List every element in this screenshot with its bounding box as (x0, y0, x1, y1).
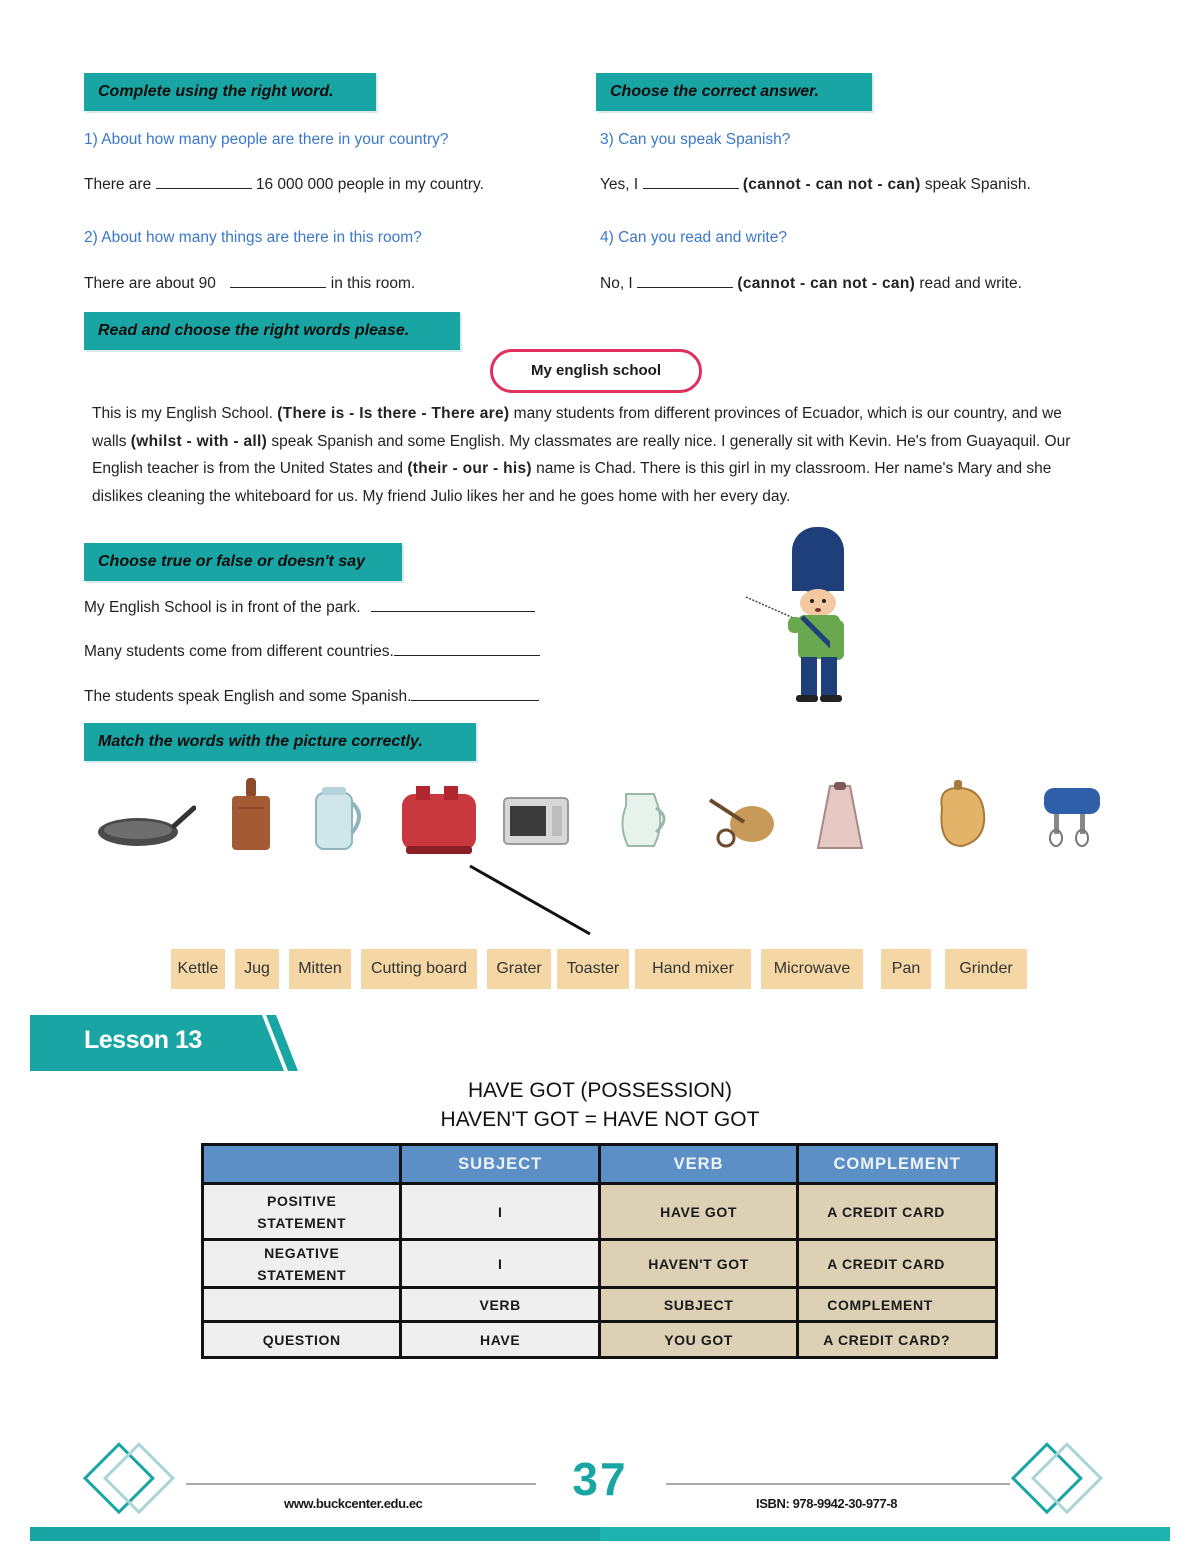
header-true-false: Choose true or false or doesn't say (84, 543, 402, 581)
table-header-empty (203, 1145, 401, 1184)
table-row (203, 1322, 997, 1358)
cell-subject: I (401, 1240, 599, 1288)
reading-options-3: (their - our - his) (407, 460, 532, 477)
example-match-line (466, 860, 596, 940)
statement-3 (84, 686, 539, 706)
statement-3-blank[interactable] (411, 686, 539, 701)
answer-2-blank[interactable] (230, 273, 326, 288)
answer-1 (84, 174, 484, 194)
statement-2 (84, 641, 540, 661)
reading-passage (92, 400, 1092, 510)
header-complete: Complete using the right word. (84, 73, 376, 111)
lesson-label: Lesson 13 (84, 1026, 202, 1054)
answer-4-pre: No, I (600, 275, 633, 292)
row-label-question: QUESTION (203, 1322, 401, 1358)
reading-text-2: many students from different provinces of Ecuador, which is our country, and we walls (92, 405, 1062, 450)
answer-1-post: 16 000 000 people in my country. (255, 176, 484, 193)
statement-2-blank[interactable] (394, 641, 540, 656)
word-mitten[interactable]: Mitten (289, 949, 351, 989)
cell-subject: I (401, 1184, 599, 1240)
footer-bar-right (600, 1527, 1170, 1541)
hand-mixer-icon (1036, 780, 1104, 848)
header-match: Match the words with the picture correctly. (84, 723, 476, 761)
answer-4-post: read and write. (919, 275, 1022, 292)
mitten-icon (928, 778, 994, 852)
grammar-title-1: HAVE GOT (POSSESSION) (467, 1079, 733, 1102)
answer-2 (84, 273, 415, 293)
question-1: 1) About how many people are there in your country? (84, 131, 449, 148)
reading-options-1: (There is - Is there - There are) (277, 405, 510, 422)
word-grater[interactable]: Grater (487, 949, 551, 989)
word-microwave[interactable]: Microwave (761, 949, 863, 989)
grammar-table (201, 1143, 998, 1359)
cell-complement: A CREDIT CARD (798, 1184, 997, 1240)
cell-verb-header: VERB (401, 1288, 599, 1322)
kettle-icon (308, 785, 368, 853)
statement-1-text: My English School is in front of the park. (84, 599, 361, 616)
table-header-verb: VERB (599, 1145, 797, 1184)
word-kettle[interactable]: Kettle (171, 949, 225, 989)
answer-4 (600, 273, 1022, 293)
word-jug[interactable]: Jug (235, 949, 279, 989)
reading-options-2: (whilst - with - all) (130, 432, 268, 450)
grinder-icon (704, 790, 778, 852)
footer-url: www.buckcenter.edu.ec (284, 1496, 423, 1511)
header-read-choose: Read and choose the right words please. (84, 312, 460, 350)
answer-1-pre: There are (84, 176, 152, 193)
table-row (203, 1184, 997, 1240)
jug-icon (614, 786, 674, 852)
footer-isbn: ISBN: 978-9942-30-977-8 (756, 1496, 898, 1511)
statement-2-text: Many students come from different countries. (84, 643, 394, 660)
answer-4-blank[interactable] (637, 273, 733, 288)
question-3: 3) Can you speak Spanish? (600, 131, 791, 148)
pan-icon (96, 800, 196, 855)
row-label-positive: POSITIVE STATEMENT (203, 1184, 401, 1240)
answer-4-options: (cannot - can not - can) (737, 275, 916, 292)
word-pan[interactable]: Pan (881, 949, 931, 989)
grater-icon (812, 782, 868, 852)
grammar-title-2: HAVEN'T GOT = HAVE NOT GOT (440, 1108, 760, 1131)
cell-complement: A CREDIT CARD? (798, 1322, 997, 1358)
toaster-icon (398, 780, 482, 858)
table-header-subject: SUBJECT (401, 1145, 599, 1184)
row-label-empty (203, 1288, 401, 1322)
cell-verb: HAVE (401, 1322, 599, 1358)
table-header-complement: COMPLEMENT (798, 1145, 997, 1184)
footer-bar-left (30, 1527, 600, 1541)
row-label-negative: NEGATIVE STATEMENT (203, 1240, 401, 1288)
answer-2-pre: There are about 90 (84, 275, 216, 292)
table-header-row (203, 1145, 997, 1184)
table-row (203, 1240, 997, 1288)
answer-3 (600, 174, 1031, 194)
statement-1 (84, 597, 535, 617)
table-row (203, 1288, 997, 1322)
reading-text-1: This is my English School. (92, 405, 278, 422)
statement-3-text: The students speak English and some Spanish. (84, 688, 412, 705)
cell-complement: A CREDIT CARD (798, 1240, 997, 1288)
page-number: 37 (572, 1453, 628, 1505)
word-cutting-board[interactable]: Cutting board (361, 949, 477, 989)
reading-text-3: speak Spanish and some English. My classmates are really nice. I generally sit with Kevin. He's from Guayaquil. Our English teacher is from the United States and (92, 432, 1071, 477)
cell-subject: YOU GOT (599, 1322, 797, 1358)
question-2: 2) About how many things are there in this room? (84, 229, 422, 246)
answer-3-pre: Yes, I (600, 176, 639, 193)
question-4: 4) Can you read and write? (600, 229, 787, 246)
cell-verb: HAVE GOT (599, 1184, 797, 1240)
word-toaster[interactable]: Toaster (557, 949, 629, 989)
word-grinder[interactable]: Grinder (945, 949, 1027, 989)
answer-1-blank[interactable] (156, 174, 252, 189)
answer-2-post: in this room. (330, 275, 416, 292)
header-choose-correct: Choose the correct answer. (596, 73, 872, 111)
reading-title-pill: My english school (490, 349, 702, 393)
microwave-icon (500, 792, 572, 850)
cell-complement-header: COMPLEMENT (798, 1288, 997, 1322)
cell-subject-header: SUBJECT (599, 1288, 797, 1322)
cutting-board-icon (228, 778, 274, 852)
statement-1-blank[interactable] (371, 597, 535, 612)
reading-text-4: name is Chad. There is this girl in my classroom. Her name's Mary and she dislikes cleaning the whiteboard for us. My friend Julio likes her and he goes home with her every day. (92, 460, 1052, 505)
answer-3-options: (cannot - can not - can) (742, 176, 921, 193)
answer-3-blank[interactable] (643, 174, 739, 189)
word-hand-mixer[interactable]: Hand mixer (635, 949, 751, 989)
teacher-illustration (740, 525, 860, 705)
answer-3-post: speak Spanish. (924, 176, 1031, 193)
cell-verb: HAVEN'T GOT (599, 1240, 797, 1288)
